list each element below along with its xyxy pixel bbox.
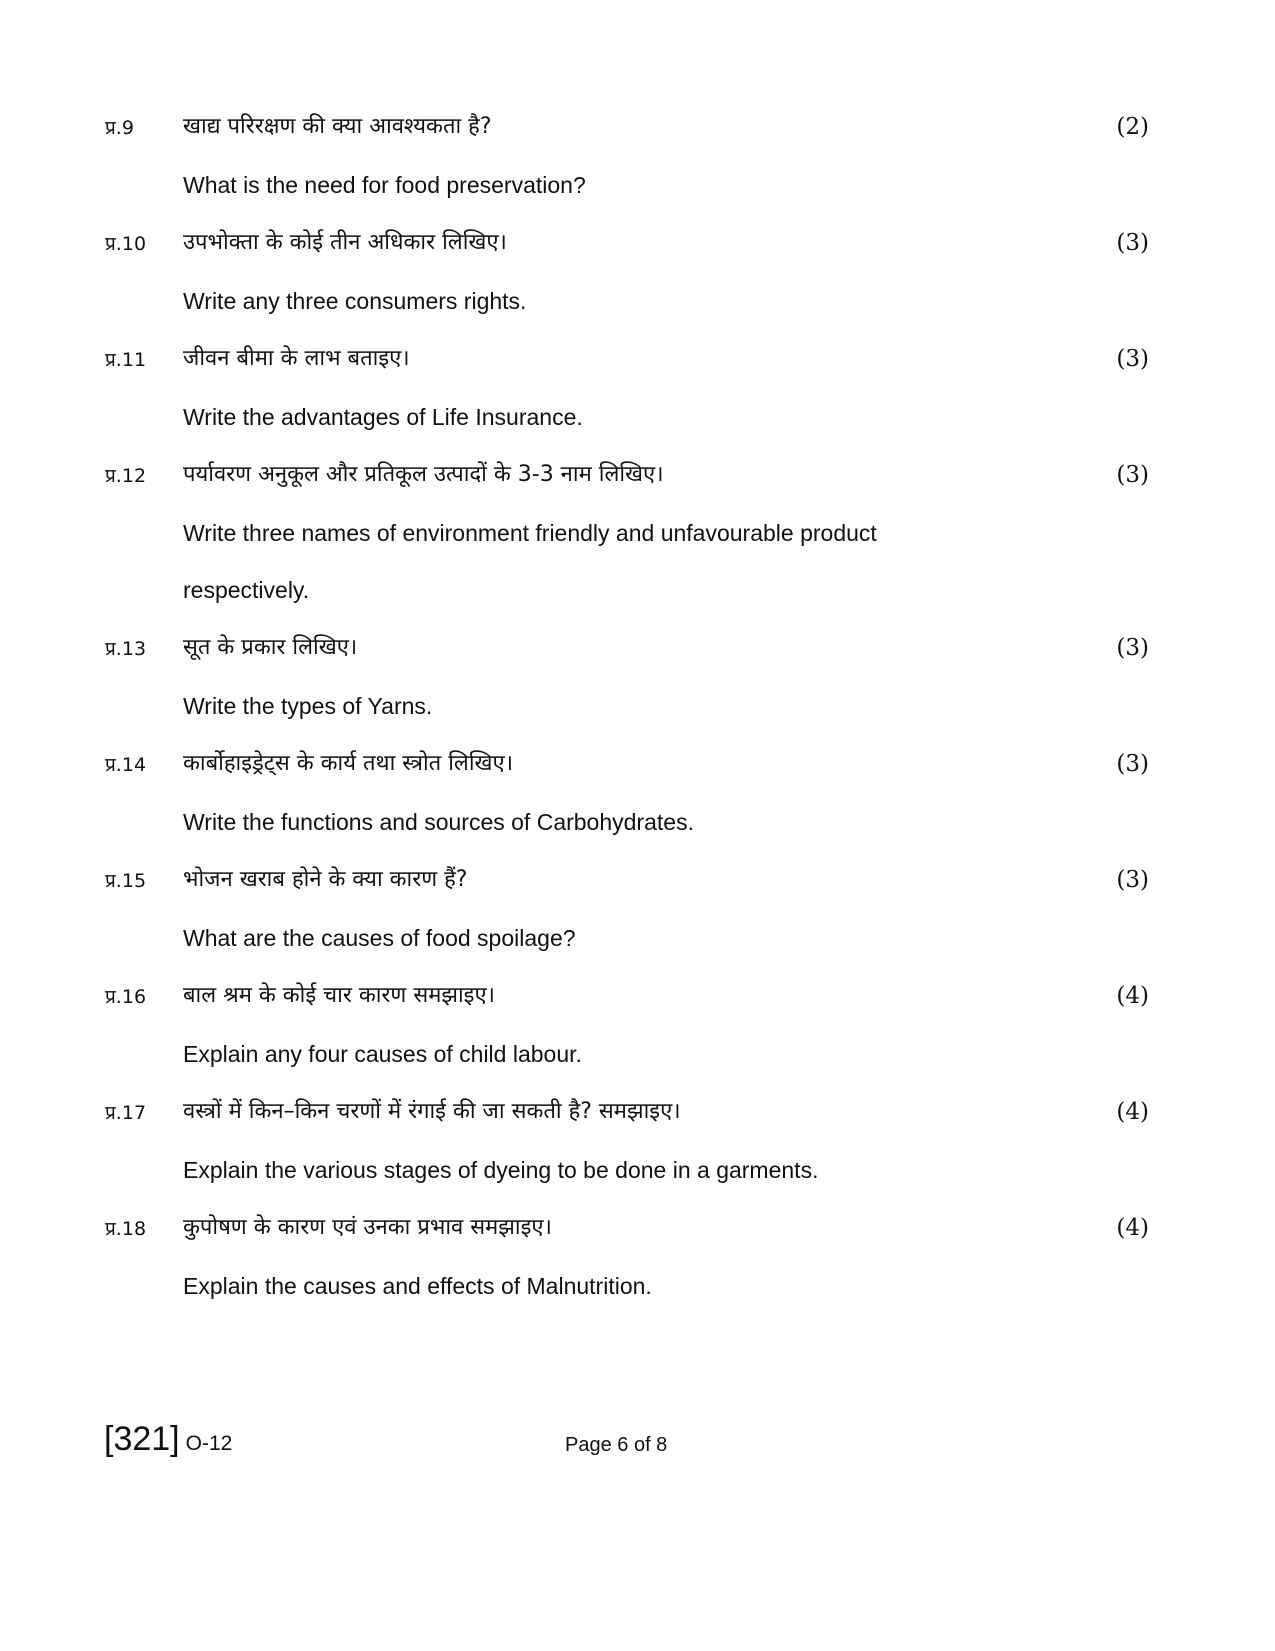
question-text-hindi: पर्यावरण अनुकूल और प्रतिकूल उत्पादों के 3-3 नाम लिखिए। [183, 462, 664, 487]
question-marks: (3) [1116, 867, 1149, 893]
paper-code [104, 1420, 232, 1459]
question-text-hindi: खाद्य परिरक्षण की क्या आवश्यकता है? [183, 114, 492, 139]
question-marks: (3) [1116, 635, 1149, 661]
question-text-english: Write the types of Yarns. [183, 693, 433, 719]
question-marks: (4) [1116, 1215, 1149, 1241]
question-marks: (4) [1116, 983, 1149, 1009]
question-text-hindi: बाल श्रम के कोई चार कारण समझाइए। [183, 983, 495, 1008]
question-marks: (3) [1116, 346, 1149, 372]
question-number: प्र.12 [105, 465, 147, 487]
paper-code-main: [321] [104, 1420, 180, 1458]
question-text-hindi: कार्बोहाइड्रेट्स के कार्य तथा स्त्रोत लिखिए। [183, 751, 514, 776]
question-number: प्र.10 [105, 233, 147, 255]
question-text-hindi: भोजन खराब होने के क्या कारण हैं? [183, 867, 468, 892]
question-text-english: Explain the various stages of dyeing to be done in a garments. [183, 1157, 819, 1183]
page-number: Page 6 of 8 [565, 1434, 668, 1456]
question-text-hindi: कुपोषण के कारण एवं उनका प्रभाव समझाइए। [183, 1215, 552, 1240]
question-marks: (3) [1116, 230, 1149, 256]
question-text-english: Explain the causes and effects of Malnutrition. [183, 1273, 652, 1299]
question-text-english: What are the causes of food spoilage? [183, 925, 576, 951]
question-text-hindi: सूत के प्रकार लिखिए। [183, 635, 358, 660]
question-number: प्र.14 [105, 754, 147, 776]
question-number: प्र.13 [105, 638, 147, 660]
question-text-english: Write any three consumers rights. [183, 288, 527, 314]
question-number: प्र.11 [105, 349, 147, 371]
question-text-hindi: उपभोक्ता के कोई तीन अधिकार लिखिए। [183, 230, 507, 255]
question-marks: (3) [1116, 751, 1149, 777]
question-text-english: Explain any four causes of child labour. [183, 1041, 582, 1067]
question-marks: (2) [1116, 114, 1149, 140]
question-number: प्र.16 [105, 986, 147, 1008]
question-text-english: Write the advantages of Life Insurance. [183, 404, 583, 430]
question-text-hindi: वस्त्रों में किन–किन चरणों में रंगाई की जा सकती है? समझाइए। [183, 1099, 681, 1124]
question-text-hindi: जीवन बीमा के लाभ बताइए। [183, 346, 410, 371]
question-number: प्र.18 [105, 1218, 147, 1240]
question-text-english: What is the need for food preservation? [183, 172, 586, 198]
question-number: प्र.17 [105, 1102, 147, 1124]
question-number: प्र.9 [105, 117, 134, 139]
question-marks: (4) [1116, 1099, 1149, 1125]
question-text-english: Write three names of environment friendly and unfavourable product respectively. [183, 520, 877, 603]
question-marks: (3) [1116, 462, 1149, 488]
question-number: प्र.15 [105, 870, 147, 892]
question-text-english: Write the functions and sources of Carbohydrates. [183, 809, 694, 835]
paper-code-sub: O-12 [185, 1432, 233, 1455]
